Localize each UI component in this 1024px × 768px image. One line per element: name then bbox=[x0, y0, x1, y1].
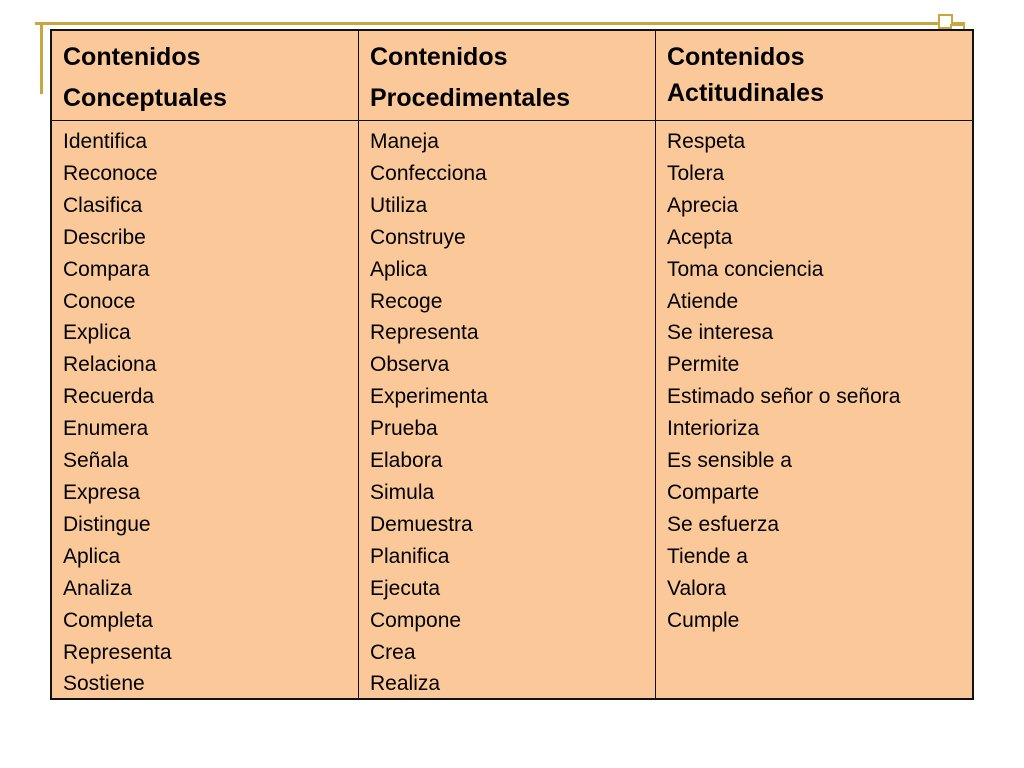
table-cell-item: Distingue bbox=[63, 512, 151, 536]
table-cell-item: Se esfuerza bbox=[667, 512, 780, 536]
table-cell-item: Describe bbox=[63, 225, 146, 249]
table-cell-item: Compone bbox=[370, 608, 462, 632]
table-cell-item: Atiende bbox=[667, 289, 739, 313]
table-cell-item: Crea bbox=[370, 640, 416, 664]
table-cell-item: Construye bbox=[370, 225, 466, 249]
table-cell-item: Señala bbox=[63, 449, 129, 473]
table-cell-item: Relaciona bbox=[63, 353, 157, 377]
header-line: Procedimentales bbox=[370, 84, 571, 112]
table-cell-item: Sostiene bbox=[63, 672, 145, 696]
table-cell-item: Compara bbox=[63, 257, 150, 281]
table-cell-item: Respeta bbox=[667, 130, 746, 153]
header-procedimentales bbox=[359, 31, 656, 121]
header-line: Contenidos bbox=[370, 43, 508, 71]
header-line: Actitudinales bbox=[667, 79, 824, 107]
table-cell-item: Elabora bbox=[370, 449, 443, 473]
header-conceptuales bbox=[52, 31, 359, 121]
table-cell-item: Reconoce bbox=[63, 161, 158, 185]
decorative-frame-line-vertical bbox=[40, 22, 43, 94]
table-cell-item: Conoce bbox=[63, 289, 136, 313]
table-cell-item: Aprecia bbox=[667, 193, 739, 217]
table-cell-item: Expresa bbox=[63, 480, 141, 504]
table-cell-item: Acepta bbox=[667, 225, 733, 249]
table-cell-item: Planifica bbox=[370, 544, 450, 568]
table-cell-item: Aplica bbox=[370, 257, 428, 281]
table-cell-item: Permite bbox=[667, 353, 740, 377]
table-cell-item: Estimado señor o señora bbox=[667, 385, 901, 409]
contents-table bbox=[50, 29, 974, 700]
header-line: Contenidos bbox=[63, 43, 201, 71]
table-cell-item: Identifica bbox=[63, 130, 148, 153]
table-cell-item: Recuerda bbox=[63, 385, 155, 409]
table-cell-item: Enumera bbox=[63, 417, 149, 441]
column-actitudinales bbox=[656, 121, 972, 700]
table-cell-item: Prueba bbox=[370, 417, 438, 441]
table-cell-item: Maneja bbox=[370, 130, 439, 153]
table-cell-item: Completa bbox=[63, 608, 153, 632]
header-line: Conceptuales bbox=[63, 84, 227, 112]
table-cell-item: Explica bbox=[63, 321, 131, 345]
table-cell-item: Representa bbox=[63, 640, 172, 664]
table-cell-item: Confecciona bbox=[370, 161, 487, 185]
table-cell-item: Demuestra bbox=[370, 512, 473, 536]
table-cell-item: Valora bbox=[667, 576, 727, 600]
decorative-frame-line-horizontal bbox=[35, 22, 965, 25]
table-cell-item: Cumple bbox=[667, 608, 740, 632]
table-cell-item: Interioriza bbox=[667, 417, 760, 441]
table-cell-item: Experimenta bbox=[370, 385, 488, 409]
table-cell-item: Toma conciencia bbox=[667, 257, 824, 281]
header-line: Contenidos bbox=[667, 43, 805, 71]
table-cell-item: Se interesa bbox=[667, 321, 774, 345]
table-cell-item: Tiende a bbox=[667, 544, 748, 568]
table-cell-item: Ejecuta bbox=[370, 576, 441, 600]
table-cell-item: Representa bbox=[370, 321, 479, 345]
column-procedimentales bbox=[359, 121, 656, 700]
table-cell-item: Realiza bbox=[370, 672, 441, 696]
table-cell-item: Es sensible a bbox=[667, 449, 792, 473]
table-cell-item: Utiliza bbox=[370, 193, 428, 217]
column-conceptuales bbox=[52, 121, 359, 700]
table-cell-item: Aplica bbox=[63, 544, 121, 568]
table-cell-item: Observa bbox=[370, 353, 450, 377]
table-cell-item: Clasifica bbox=[63, 193, 143, 217]
header-actitudinales bbox=[656, 31, 972, 121]
table-cell-item: Simula bbox=[370, 480, 435, 504]
table-cell-item: Tolera bbox=[667, 161, 725, 185]
table-cell-item: Analiza bbox=[63, 576, 132, 600]
table-cell-item: Comparte bbox=[667, 480, 760, 504]
table-cell-item: Recoge bbox=[370, 289, 443, 313]
